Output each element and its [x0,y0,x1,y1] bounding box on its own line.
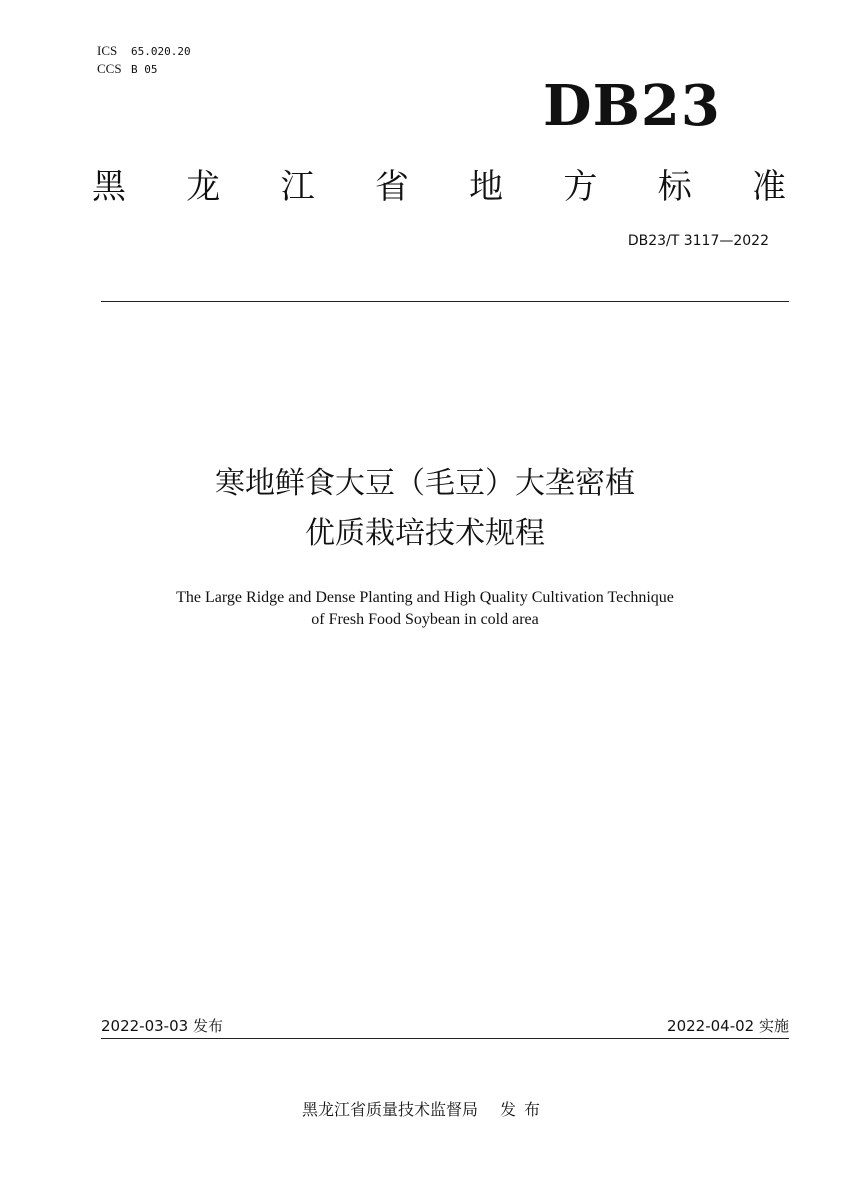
english-title-line-2: of Fresh Food Soybean in cold area [311,611,539,628]
ccs-value: B 05 [131,63,158,76]
english-title [100,587,750,631]
standard-type-char: 标 [657,167,692,207]
standard-type-char: 准 [751,167,786,207]
english-title-line-1: The Large Ridge and Dense Planting and High Quality Cultivation Technique [176,589,674,606]
standard-type-char: 江 [280,167,315,207]
standard-code: DB23/T 3117—2022 [627,233,769,249]
db23-logo: DB23 [543,73,721,139]
standard-type-char: 龙 [186,167,221,207]
standard-type-char: 黑 [92,167,126,207]
classification-block [97,42,191,78]
publisher-name: 黑龙江省质量技术监督局 [301,1100,478,1119]
chinese-title-line-1: 寒地鲜食大豆（毛豆）大垄密植 [215,466,635,501]
ics-value: 65.020.20 [131,45,191,58]
ics-label: ICS [97,43,118,58]
bottom-divider [101,1038,789,1039]
standard-type-char: 方 [563,167,598,207]
standard-type-title [92,162,786,212]
ics-row [97,42,191,60]
publisher-action: 发布 [500,1100,549,1119]
standard-type-char: 地 [469,167,504,207]
chinese-title [100,459,750,559]
issue-date: 2022-03-03 发布 [101,1017,223,1035]
top-divider [101,301,789,302]
chinese-title-line-2: 优质栽培技术规程 [305,516,545,551]
ccs-label: CCS [97,61,122,76]
standard-type-char: 省 [374,167,409,207]
publisher [200,1099,650,1121]
ccs-row [97,60,191,78]
implementation-date: 2022-04-02 实施 [667,1017,789,1035]
